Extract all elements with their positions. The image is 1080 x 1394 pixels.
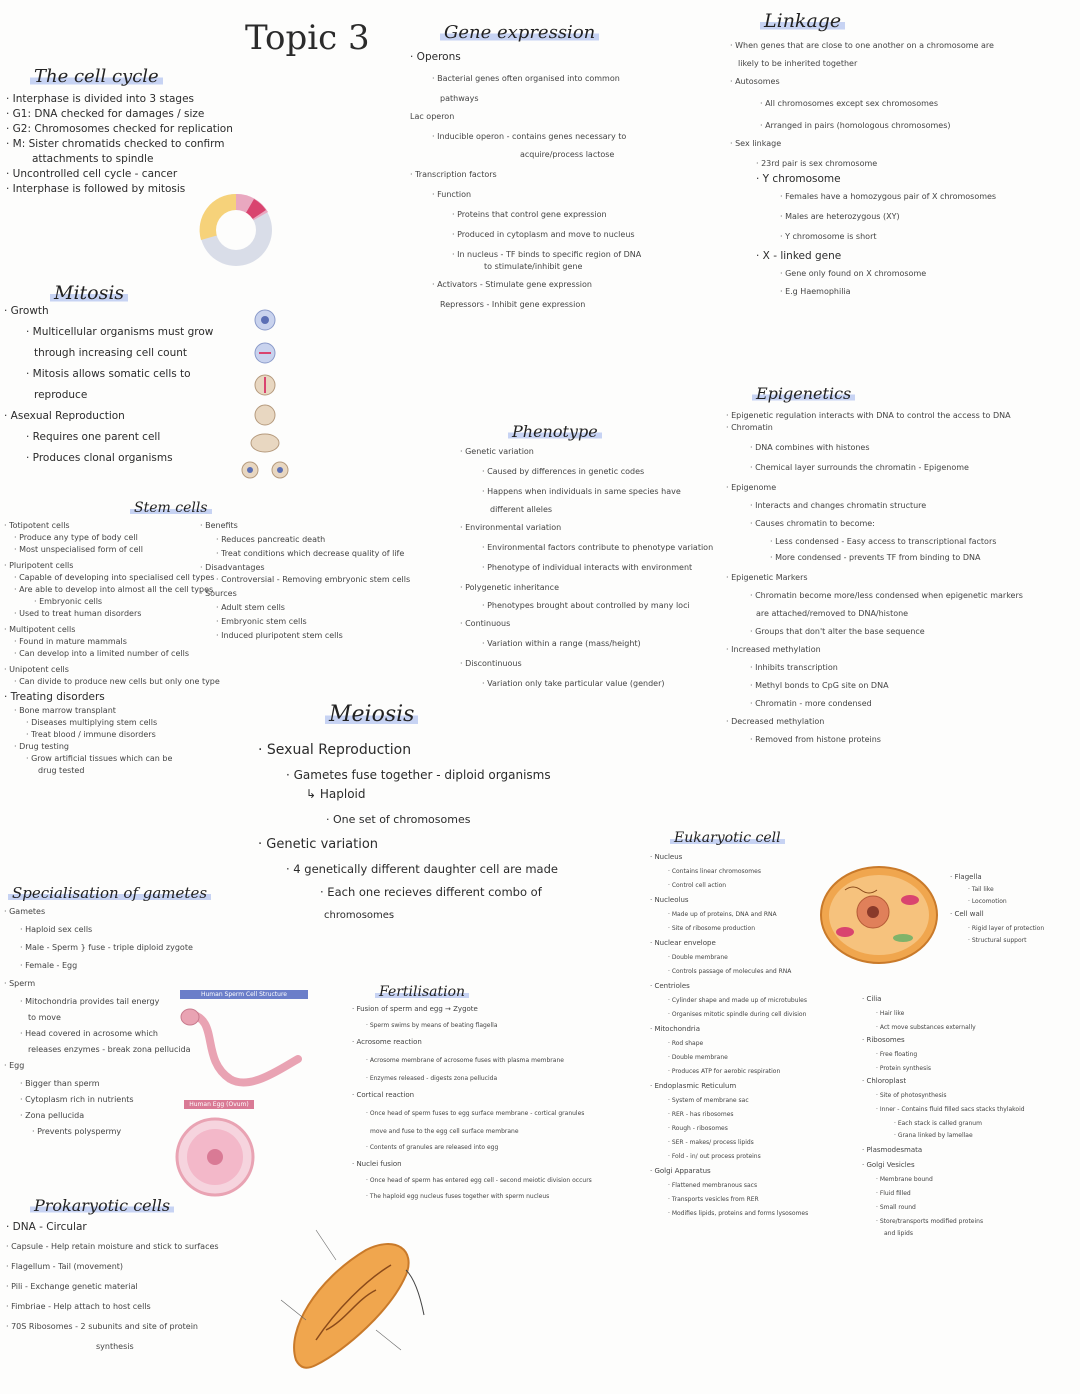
text-line: · Organises mitotic spindle during cell division [668,1011,807,1018]
text-line: · Treating disorders [4,691,105,703]
text-line: · Grow artificial tissues which can be [26,754,173,763]
specialisation-heading: Specialisation of gametes [8,884,211,902]
text-line: acquire/process lactose [520,150,615,159]
text-line: · Fold - in/ out process proteins [668,1153,761,1160]
text-line: · Each stack is called granum [894,1120,982,1127]
eukaryotic-cell-diagram [815,860,943,970]
text-line: · Benefits [200,521,238,530]
text-line: · Y chromosome [756,173,841,185]
text-line: · Groups that don't alter the base sequence [750,627,925,636]
text-line: · Double membrane [668,954,728,961]
epigenetics-heading: Epigenetics [752,384,855,403]
text-line: · Interphase is followed by mitosis [6,183,186,195]
text-line: · Each one recieves different combo of [320,885,542,899]
text-line: · Double membrane [668,1054,728,1061]
text-line: releases enzymes - break zona pellucida [28,1045,191,1054]
text-line: · Prevents polyspermy [32,1127,122,1136]
egg-drawing [170,1109,270,1199]
prokaryotic-list [6,1220,219,1353]
text-line: · Function [432,190,472,199]
text-line: · In nucleus - TF binds to specific region of DNA [452,250,642,259]
text-line: different alleles [490,505,553,514]
sperm-drawing [180,999,308,1089]
text-line: · Epigenetic Markers [726,573,808,582]
text-line: · M: Sister chromatids checked to confirm [6,138,225,150]
text-line: · Haploid sex cells [20,925,93,934]
stem-cells-left-list [4,520,220,777]
text-line: · Ribosomes [862,1036,905,1044]
text-line: · Golgi Vesicles [862,1161,915,1169]
text-line: · Genetic variation [258,837,379,852]
text-line: and lipids [884,1230,913,1237]
text-line: · G2: Chromosomes checked for replication [6,123,233,135]
text-line: · Cytoplasm rich in nutrients [20,1095,134,1104]
text-line: · Produces ATP for aerobic respiration [668,1068,781,1075]
text-line: · Sexual Reproduction [258,742,412,758]
linkage-heading: Linkage [760,10,845,32]
linkage-list [730,40,996,298]
eukaryotic-left-list [650,852,808,1219]
text-line: · All chromosomes except sex chromosomes [760,99,938,108]
text-line: · X - linked gene [756,250,842,262]
specialisation-list [4,906,193,1138]
text-line: Lac operon [410,112,455,121]
prokaryotic-cell-diagram [276,1220,426,1380]
text-line: · Variation only take particular value (gender) [482,679,665,688]
text-line: · Interacts and changes chromatin structure [750,501,927,510]
text-line: · Fimbriae - Help attach to host cells [6,1302,151,1311]
text-line: · DNA combines with histones [750,443,870,452]
text-line: · Operons [410,51,461,63]
mitosis-list [4,304,213,466]
text-line: · Site of photosynthesis [876,1092,947,1099]
text-line: · Embryonic stem cells [216,617,307,626]
phenotype-list [460,446,713,690]
fertilisation-list [352,1004,592,1202]
text-line: · Produce any type of body cell [14,533,138,542]
text-line: · Inner - Contains fluid filled sacs stacks thylakoid [876,1106,1025,1113]
cell-cycle-heading: The cell cycle [30,66,163,87]
text-line: likely to be inherited together [738,59,858,68]
text-line: · Transports vesicles from RER [668,1196,759,1203]
text-line: · System of membrane sac [668,1097,749,1104]
text-line: · Egg [4,1061,25,1070]
text-line: · Multicellular organisms must grow [26,326,214,338]
text-line: · Flagellum - Tail (movement) [6,1262,124,1271]
text-line: · Cylinder shape and made up of microtubules [668,997,807,1004]
text-line: drug tested [38,766,85,775]
egg-figure-title: Human Egg (Ovum) [184,1100,254,1109]
text-line: · Polygenetic inheritance [460,583,559,592]
text-line: · Interphase is divided into 3 stages [6,93,194,105]
text-line: · Chemical layer surrounds the chromatin - Epigenome [750,463,969,472]
mitosis-stages-diagram [240,305,300,480]
text-line: · Can develop into a limited number of cells [14,649,189,658]
text-line: · Mitosis allows somatic cells to [26,368,191,380]
text-line: · Controls passage of molecules and RNA [668,968,792,975]
stem-cells-heading: Stem cells [130,500,212,516]
text-line: · DNA - Circular [6,1221,87,1233]
gene-expression-heading: Gene expression [440,22,599,43]
text-line: · Nuclei fusion [352,1160,402,1168]
text-line: · Mitochondria provides tail energy [20,997,160,1006]
text-line: pathways [440,94,479,103]
text-line: · Continuous [460,619,511,628]
text-line: · Unipotent cells [4,665,69,674]
text-line: · Gametes fuse together - diploid organisms [286,768,551,782]
text-line: · Caused by differences in genetic codes [482,467,645,476]
text-line: · Capsule - Help retain moisture and stick to surfaces [6,1242,219,1251]
text-line: · Genetic variation [460,447,534,456]
text-line: · Locomotion [968,898,1007,905]
text-line: · Protein synthesis [876,1065,931,1072]
text-line: · Cell wall [950,910,984,918]
meiosis-list [258,740,558,923]
text-line: · Chromatin - more condensed [750,699,872,708]
text-line: move and fuse to the egg cell surface membrane [370,1128,519,1135]
text-line: ↳ Haploid [306,787,366,801]
text-line: · When genes that are close to one another on a chromosome are [730,41,994,50]
text-line: · Causes chromatin to become: [750,519,875,528]
text-line: synthesis [96,1342,134,1351]
text-line: · Methyl bonds to CpG site on DNA [750,681,889,690]
text-line: · Sperm [4,979,36,988]
text-line: · 4 genetically different daughter cell are made [286,862,558,876]
text-line: · Phenotypes brought about controlled by many loci [482,601,690,610]
text-line: · Produced in cytoplasm and move to nucleus [452,230,635,239]
text-line: · Zona pellucida [20,1111,85,1120]
text-line: · Controversial - Removing embryonic stem cells [216,575,411,584]
text-line: · Endoplasmic Reticulum [650,1082,737,1090]
text-line: · Once head of sperm fuses to egg surface membrane - cortical granules [366,1110,585,1117]
text-line: · Y chromosome is short [780,232,877,241]
text-line: · Fluid filled [876,1190,911,1197]
sperm-figure-title: Human Sperm Cell Structure [180,990,308,999]
text-line: · Found in mature mammals [14,637,127,646]
text-line: reproduce [34,389,88,401]
text-line: · Chromatin [726,423,773,432]
text-line: · Bone marrow transplant [14,706,116,715]
egg-figure [170,1100,270,1200]
text-line: · Nuclear envelope [650,939,716,947]
text-line: · Female - Egg [20,961,78,970]
text-line: · Treat blood / immune disorders [26,730,156,739]
eukaryotic-right-top-list [950,872,1044,946]
text-line: · Inhibits transcription [750,663,838,672]
text-line: · Variation within a range (mass/height) [482,639,641,648]
text-line: · Plasmodesmata [862,1146,923,1154]
fertilisation-heading: Fertilisation [375,984,469,1000]
text-line: · Chloroplast [862,1077,907,1085]
text-line: · Proteins that control gene expression [452,210,607,219]
text-line: · Once head of sperm has entered egg cell - second meiotic division occurs [366,1177,592,1184]
text-line: · Nucleus [650,853,683,861]
meiosis-heading: Meiosis [325,702,418,727]
text-line: · Sources [200,589,237,598]
text-line: · Autosomes [730,77,780,86]
text-line: · Embryonic cells [34,597,103,606]
text-line: · Drug testing [14,742,69,751]
text-line: · Rough - ribosomes [668,1125,728,1132]
text-line: · Small round [876,1204,916,1211]
text-line: chromosomes [324,910,395,921]
cell-cycle-list [6,92,233,197]
text-line: · Epigenome [726,483,777,492]
text-line: · Made up of proteins, DNA and RNA [668,911,777,918]
text-line: · Are able to develop into almost all the cell types [14,585,214,594]
text-line: · Bigger than sperm [20,1079,100,1088]
text-line: · Multipotent cells [4,625,76,634]
phenotype-heading: Phenotype [508,422,602,441]
text-line: · Environmental factors contribute to phenotype variation [482,543,714,552]
text-line: · Modifies lipids, proteins and forms lysosomes [668,1210,809,1217]
text-line: attachments to spindle [32,153,154,165]
text-line: · Flagella [950,873,982,881]
text-line: · Male - Sperm } fuse - triple diploid zygote [20,943,193,952]
text-line: · Gametes [4,907,46,916]
sperm-figure [180,990,308,1090]
text-line: · Sperm swims by means of beating flagella [366,1022,498,1029]
text-line: · Bacterial genes often organised into common [432,74,620,83]
text-line: · Site of ribosome production [668,925,756,932]
text-line: · Females have a homozygous pair of X chromosomes [780,192,997,201]
text-line: · Removed from histone proteins [750,735,881,744]
epigenetics-list [726,410,1023,746]
text-line: · Cilia [862,995,882,1003]
text-line: · One set of chromosomes [326,813,471,826]
text-line: · RER - has ribosomes [668,1111,734,1118]
text-line: · Store/transports modified proteins [876,1218,984,1225]
page-title: Topic 3 [245,18,370,58]
text-line: · Requires one parent cell [26,431,161,443]
text-line: · Hair like [876,1010,905,1017]
text-line: · Discontinuous [460,659,522,668]
text-line: · Tail like [968,886,994,893]
text-line: · Membrane bound [876,1176,933,1183]
text-line: · Centrioles [650,982,690,990]
text-line: · Head covered in acrosome which [20,1029,158,1038]
text-line: · Less condensed - Easy access to transcriptional factors [770,537,997,546]
text-line: · Nucleolus [650,896,689,904]
text-line: · Increased methylation [726,645,821,654]
text-line: · Males are heterozygous (XY) [780,212,900,221]
eukaryotic-heading: Eukaryotic cell [670,830,785,846]
prokaryotic-heading: Prokaryotic cells [30,1196,174,1215]
text-line: · Acrosome membrane of acrosome fuses with plasma membrane [366,1057,564,1064]
text-line: Repressors - Inhibit gene expression [440,300,586,309]
eukaryotic-right-bottom-list [862,994,1025,1239]
text-line: · Induced pluripotent stem cells [216,631,343,640]
text-line: · More condensed - prevents TF from binding to DNA [770,553,981,562]
text-line: · Reduces pancreatic death [216,535,326,544]
text-line: · Enzymes released - digests zona pellucida [366,1075,498,1082]
text-line: · Control cell action [668,882,727,889]
text-line: · Activators - Stimulate gene expression [432,280,592,289]
text-line: · Rod shape [668,1040,704,1047]
text-line: to stimulate/inhibit gene [484,262,583,271]
text-line: · Happens when individuals in same species have [482,487,681,496]
text-line: · G1: DNA checked for damages / size [6,108,205,120]
text-line: · Structural support [968,937,1027,944]
text-line: · Diseases multiplying stem cells [26,718,158,727]
text-line: are attached/removed to DNA/histone [756,609,909,618]
text-line: · Chromatin become more/less condensed when epigenetic markers [750,591,1023,600]
text-line: · Disadvantages [200,563,265,572]
text-line: · Decreased methylation [726,717,825,726]
text-line: · Totipotent cells [4,521,70,530]
gene-expression-list [410,50,641,311]
text-line: · Sex linkage [730,139,782,148]
text-line: · The haploid egg nucleus fuses together with sperm nucleus [366,1193,550,1200]
text-line: · Contents of granules are released into egg [366,1144,499,1151]
text-line: · Arranged in pairs (homologous chromosomes) [760,121,951,130]
text-line: · Flattened membranous sacs [668,1182,758,1189]
stem-cells-right-list [200,520,410,642]
text-line: · Mitochondria [650,1025,701,1033]
text-line: · Adult stem cells [216,603,285,612]
text-line: · Free floating [876,1051,918,1058]
text-line: · Phenotype of individual interacts with environment [482,563,693,572]
text-line: · 70S Ribosomes - 2 subunits and site of protein [6,1322,198,1331]
text-line: · Rigid layer of protection [968,925,1045,932]
text-line: · Gene only found on X chromosome [780,269,927,278]
text-line: · Growth [4,305,49,317]
text-line: · Pluripotent cells [4,561,74,570]
text-line: · Inducible operon - contains genes necessary to [432,132,627,141]
text-line: through increasing cell count [34,347,187,359]
text-line: · Golgi Apparatus [650,1167,711,1175]
text-line: · Acrosome reaction [352,1038,422,1046]
text-line: · Uncontrolled cell cycle - cancer [6,168,178,180]
text-line: · Epigenetic regulation interacts with DNA to control the access to DNA [726,411,1011,420]
text-line: · Used to treat human disorders [14,609,142,618]
text-line: · Asexual Reproduction [4,410,125,422]
text-line: · Fusion of sperm and egg → Zygote [352,1005,478,1013]
text-line: · Cortical reaction [352,1091,415,1099]
text-line: · Treat conditions which decrease quality of life [216,549,405,558]
text-line: · Contains linear chromosomes [668,868,761,875]
text-line: · Most unspecialised form of cell [14,545,143,554]
text-line: · Produces clonal organisms [26,452,173,464]
mitosis-heading: Mitosis [50,282,128,304]
text-line: · Grana linked by lamellae [894,1132,973,1139]
text-line: · Transcription factors [410,170,497,179]
text-line: · SER - makes/ process lipids [668,1139,754,1146]
text-line: · E.g Haemophilia [780,287,851,296]
text-line: · Can divide to produce new cells but only one type [14,677,220,686]
text-line: · Capable of developing into specialised cell types [14,573,215,582]
text-line: to move [28,1013,61,1022]
text-line: · 23rd pair is sex chromosome [756,159,878,168]
text-line: · Environmental variation [460,523,562,532]
text-line: · Pili - Exchange genetic material [6,1282,138,1291]
cell-cycle-diagram [196,190,276,270]
text-line: · Act move substances externally [876,1024,976,1031]
